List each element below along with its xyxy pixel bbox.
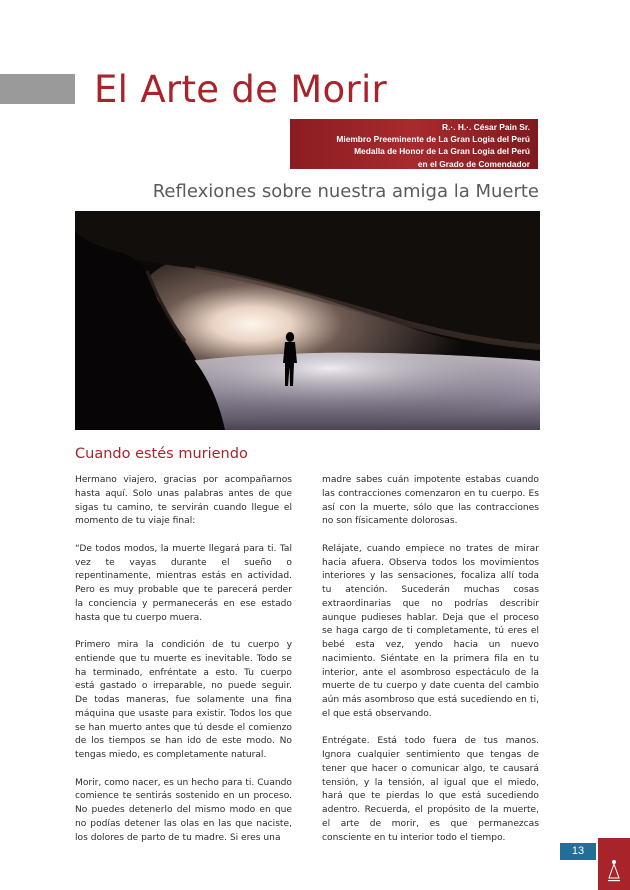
subtitle: Reflexiones sobre nuestra amiga la Muerte xyxy=(152,181,539,202)
section-heading: Cuando estés muriendo xyxy=(75,446,248,462)
lodge-emblem-icon xyxy=(598,838,630,890)
page-title: El Arte de Morir xyxy=(94,68,388,111)
body-column-left xyxy=(75,474,292,859)
title-accent-bar xyxy=(0,74,75,104)
paragraph: Morir, como nacer, es un hecho para ti. Cuando comience te sentirás sostenido en un proceso. No puedes detenerlo del mismo modo en que no podías detener las olas en las que naciste, los dolores de parto de tu madre. Si eres una xyxy=(75,777,292,843)
author-credential-2: Medalla de Honor de La Gran Logia del Perú xyxy=(354,146,530,157)
author-name: R.·. H.·. César Pain Sr. xyxy=(442,122,530,132)
body-column-right xyxy=(322,474,539,859)
paragraph: “De todos modos, la muerte llegará para ti. Tal vez te vayas durante el sueño o repentinamente, mientras estás en actividad. Pero es muy probable que te parecerá perder la conciencia y permanecerás en ese estado hasta que tu cuerpo muera. xyxy=(75,543,292,623)
author-credential-1: Miembro Preeminente de La Gran Logia del Perú xyxy=(336,134,530,145)
author-box xyxy=(290,119,538,169)
paragraph: madre sabes cuán impotente estabas cuando las contracciones comenzaron en tu cuerpo. Es así con la muerte, sólo que las contracciones no son físicamente dolorosas. xyxy=(322,475,539,527)
paragraph: Primero mira la condición de tu cuerpo y entiende que tu muerte es inevitable. Todo se ha terminado, enfréntate a esto. Tu cuerpo está gastado o irreparable, no puede seguir. De todas maneras, fue solamente una fina máquina que usaste para existir. Todos los que se han muerto antes que tú desde el comienzo de los tiempos se han ido de este modo. No tengas miedo, es completamente natural. xyxy=(75,640,292,760)
paragraph: Entrégate. Está todo fuera de tus manos. Ignora cualquier sentimiento que tengas de tener que hacer o comunicar algo, te causará tensión, y la tensión, al igual que el miedo, hará que te pierdas lo que está sucediendo adentro. Recuerda, el propósito de la muerte, el arte de morir, es que permanezcas consciente en tu interior todo el tiempo. xyxy=(322,736,539,843)
cave-photo xyxy=(75,211,540,430)
cave-silhouette-image xyxy=(75,211,540,430)
paragraph: Hermano viajero, gracias por acompañarnos hasta aquí. Solo unas palabras antes de que sigas tu camino, te servirán cuando llegue el momento de tu viaje final: xyxy=(75,475,292,527)
paragraph: Relájate, cuando empiece no trates de mirar hacia afuera. Observa todos los movimientos interiores y las sensaciones, focaliza allí toda tu atención. Sucederán muchas cosas extraordinarias que no podrías describir aunque pudieses hablar. Deja que el proceso se haga cargo de ti completamente, tú eres el bebé esta vez, yendo hacia un nuevo nacimiento. Siéntate en la primera fila en tu interior, ante el asombroso espectáculo de la muerte de tu cuerpo y date cuenta del cambio aún más asombroso que está sucediendo en ti, el que está observando. xyxy=(322,543,539,719)
page-number: 13 xyxy=(560,843,596,860)
author-credential-3: en el Grado de Comendador xyxy=(417,158,530,169)
